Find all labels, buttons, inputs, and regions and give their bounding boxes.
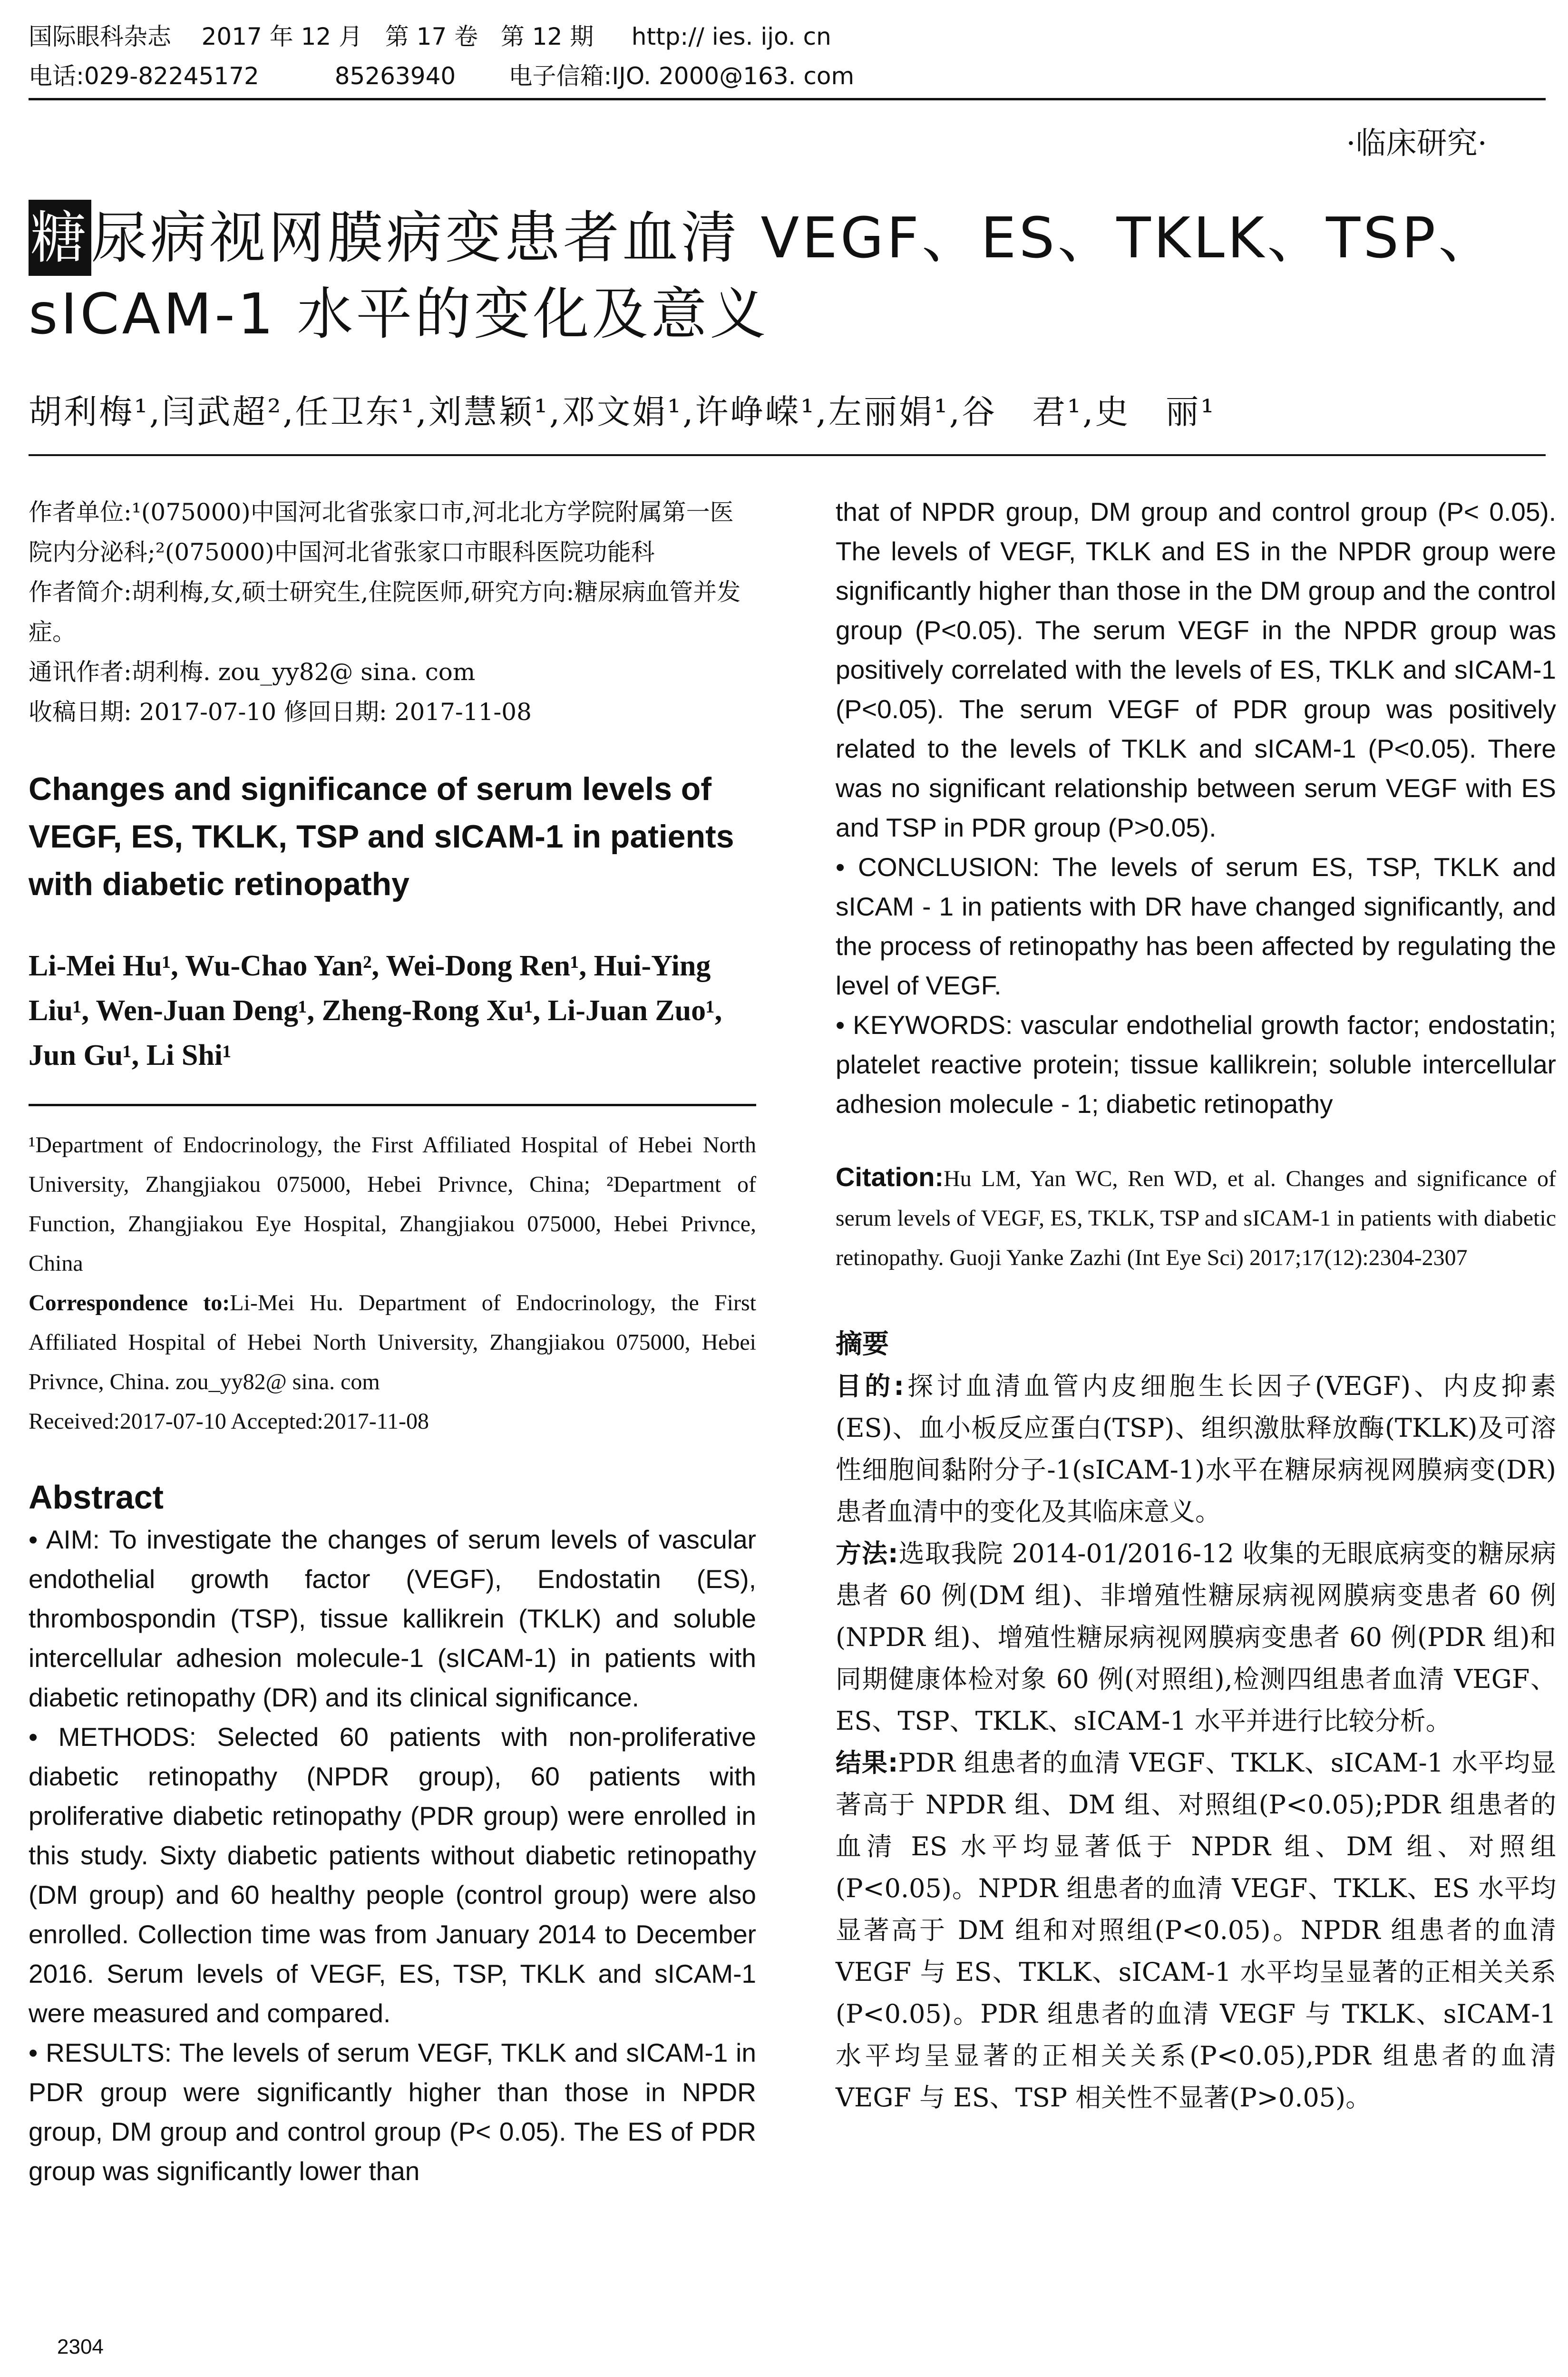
left-column	[29, 492, 756, 2191]
author-unit: 作者单位:¹(075000)中国河北省张家口市,河北北方学院附属第一医院内分泌科;²(075000)中国河北省张家口市眼科医院功能科	[29, 498, 734, 566]
received-dates: 收稿日期: 2017-07-10 修回日期: 2017-11-08	[29, 698, 532, 726]
received-accepted: Received:2017-07-10 Accepted:2017-11-08	[29, 1409, 429, 1434]
cn-results-text: PDR 组患者的血清 VEGF、TKLK、sICAM-1 水平均显著高于 NPDR 组、DM 组、对照组(P<0.05);PDR 组患者的血清 ES 水平均显著低于 NPDR 组、DM 组、对照组(P<0.05)。NPDR 组患者的血清 VEGF、TKLK、ES 水平均显著高于 DM 组和对照组(P<0.05)。NPDR 组患者的血清 VEGF 与 ES、TKLK、sICAM-1 水平均呈显著的正相关关系(P<0.05)。PDR 组患者的血清 VEGF 与 TKLK、sICAM-1 水平均呈显著的正相关关系(P<0.05),PDR 组患者的血清 VEGF 与 ES、TSP 相关性不显著(P>0.05)。	[836, 1748, 1556, 2113]
correspondence-block	[29, 1283, 756, 1402]
affiliation-rule	[29, 1104, 756, 1106]
cn-methods-text: 选取我院 2014-01/2016-12 收集的无眼底病变的糖尿病患者 60 例(DM 组)、非增殖性糖尿病视网膜病变患者 60 例(NPDR 组)、增殖性糖尿病视网膜病变患者 60 例(PDR 组)和同期健康体检对象 60 例(对照组),检测四组患者血清 VEGF、ES、TSP、TKLK、sICAM-1 水平并进行比较分析。	[836, 1539, 1556, 1736]
title-first-char: 糖	[29, 200, 91, 276]
english-authors: Li-Mei Hu¹, Wu-Chao Yan², Wei-Dong Ren¹, Hui-Ying Liu¹, Wen-Juan Deng¹, Zheng-Rong Xu¹, Li-Juan Zuo¹, Jun Gu¹, Li Shi¹	[29, 950, 722, 1072]
article-title	[29, 200, 1546, 352]
chinese-abstract-heading: 摘要	[836, 1328, 889, 1360]
english-title: Changes and significance of serum levels of VEGF, ES, TKLK, TSP and sICAM-1 in patients with diabetic retinopathy	[29, 771, 734, 902]
correspondence-text: Li-Mei Hu. Department of Endocrinology, the First Affiliated Hospital of Hebei North University, Zhangjiakou 075000, Hebei Privnce, China. zou_yy82@ sina. com	[29, 1290, 756, 1394]
correspondence-label: Correspondence to:	[29, 1290, 230, 1315]
right-column	[836, 492, 1556, 2119]
affiliation	[29, 1125, 756, 1441]
header-rule	[29, 98, 1546, 100]
abstract-heading: Abstract	[29, 1479, 164, 1516]
cn-aim-text: 探讨血清血管内皮细胞生长因子(VEGF)、内皮抑素(ES)、血小板反应蛋白(TSP)、组织激肽释放酶(TKLK)及可溶性细胞间黏附分子-1(sICAM-1)水平在糖尿病视网膜病变(DR)患者血清中的变化及其临床意义。	[836, 1371, 1556, 1527]
cn-results-label: 结果:	[836, 1748, 898, 1778]
citation-text: Hu LM, Yan WC, Ren WD, et al. Changes and significance of serum levels of VEGF, ES, TKLK, TSP and sICAM-1 in patients with diabetic retinopathy. Guoji Yanke Zazhi (Int Eye Sci) 2017;17(12):2304-2307	[836, 1166, 1556, 1270]
page-number: 2304	[57, 2335, 104, 2358]
author-info	[29, 492, 756, 732]
abstract-results-part1: • RESULTS: The levels of serum VEGF, TKLK and sICAM-1 in PDR group were significantly higher than those in NPDR group, DM group and control group (P< 0.05). The ES of PDR group was significantly lower than	[29, 2038, 756, 2186]
authors-chinese: 胡利梅¹,闫武超²,任卫东¹,刘慧颖¹,邓文娟¹,许峥嵘¹,左丽娟¹,谷 君¹,史 丽¹	[29, 392, 1216, 431]
cn-methods-label: 方法:	[836, 1539, 898, 1568]
cn-aim	[836, 1365, 1556, 1533]
title-rule	[29, 454, 1546, 456]
abstract-results-part2: that of NPDR group, DM group and control group (P< 0.05). The levels of VEGF, TKLK and ES in the NPDR group were significantly higher than those in the DM group and the control group (P<0.05). The serum VEGF in the NPDR group was positively correlated with the levels of ES, TKLK and sICAM-1 (P<0.05). The serum VEGF of PDR group was positively related to the levels of TKLK and sICAM-1 (P<0.05). There was no significant relationship between serum VEGF with ES and TSP in PDR group (P>0.05).	[836, 497, 1556, 842]
author-bio: 作者简介:胡利梅,女,硕士研究生,住院医师,研究方向:糖尿病血管并发症。	[29, 578, 741, 646]
cn-methods	[836, 1533, 1556, 1742]
cn-aim-label: 目的:	[836, 1371, 904, 1401]
journal-header-line1: 国际眼科杂志 2017 年 12 月 第 17 卷 第 12 期 http:// ies. ijo. cn	[29, 23, 831, 50]
section-tag: ·临床研究·	[1346, 126, 1487, 161]
journal-header-line2: 电话:029-82245172 85263940 电子信箱:IJO. 2000@163. com	[29, 62, 855, 90]
cn-results	[836, 1742, 1556, 2119]
abstract-methods: • METHODS: Selected 60 patients with non-proliferative diabetic retinopathy (NPDR group), 60 patients with proliferative diabetic retinopathy (PDR group) were enrolled in this study. Sixty diabetic patients without diabetic retinopathy (DM group) and 60 healthy people (control group) were also enrolled. Collection time was from January 2014 to December 2016. Serum levels of VEGF, ES, TSP, TKLK and sICAM-1 were measured and compared.	[29, 1722, 756, 2028]
corresponding-author: 通讯作者:胡利梅. zou_yy82@ sina. com	[29, 658, 476, 686]
title-text: 尿病视网膜病变患者血清 VEGF、ES、TKLK、TSP、sICAM-1 水平的变化及意义	[29, 205, 1498, 347]
abstract-conclusion: • CONCLUSION: The levels of serum ES, TSP, TKLK and sICAM - 1 in patients with DR have changed significantly, and the process of retinopathy has been affected by regulating the level of VEGF.	[836, 852, 1556, 1000]
citation-label: Citation:	[836, 1162, 944, 1192]
citation	[836, 1157, 1556, 1277]
abstract-keywords: • KEYWORDS: vascular endothelial growth factor; endostatin; platelet reactive protein; tissue kallikrein; soluble intercellular adhesion molecule - 1; diabetic retinopathy	[836, 1010, 1556, 1119]
affiliation-text: ¹Department of Endocrinology, the First Affiliated Hospital of Hebei North University, Zhangjiakou 075000, Hebei Privnce, China; ²Department of Function, Zhangjiakou Eye Hospital, Zhangjiakou 075000, Hebei Privnce, China	[29, 1132, 756, 1276]
abstract-aim: • AIM: To investigate the changes of serum levels of vascular endothelial growth factor (VEGF), Endostatin (ES), thrombospondin (TSP), tissue kallikrein (TKLK) and soluble intercellular adhesion molecule-1 (sICAM-1) in patients with diabetic retinopathy (DR) and its clinical significance.	[29, 1525, 756, 1712]
